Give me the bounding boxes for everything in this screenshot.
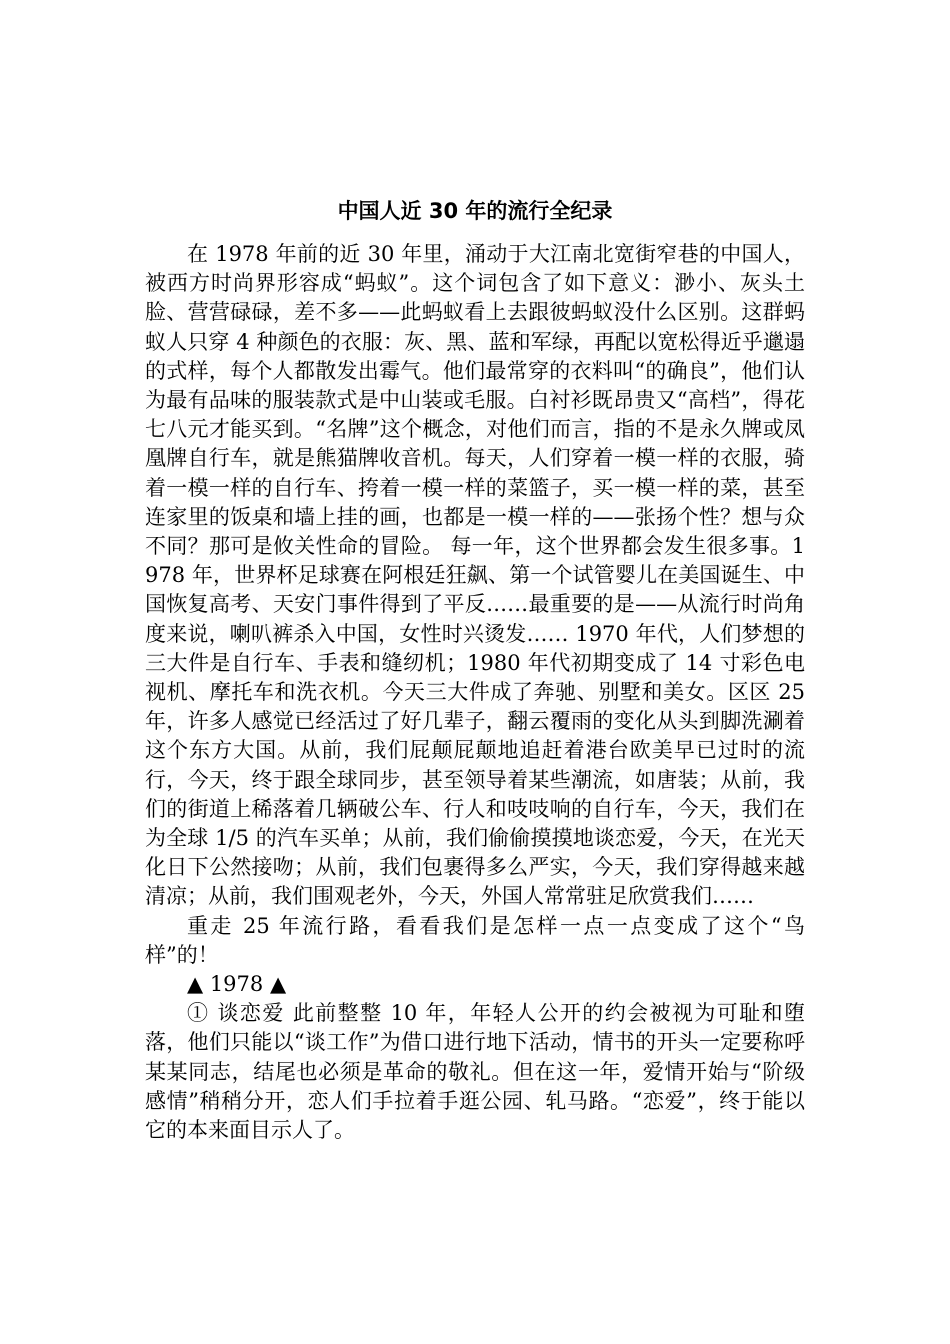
transition-paragraph: 重走 25 年流行路，看看我们是怎样一点一点变成了这个“鸟样”的！: [145, 913, 805, 967]
document-title: 中国人近 30 年的流行全纪录: [337, 199, 613, 223]
intro-paragraph: 在 1978 年前的近 30 年里，涌动于大江南北宽街窄巷的中国人，被西方时尚界形容成“蚂蚁”。这个词包含了如下意义：渺小、灰头土脸、营营碌碌，差不多——此蚂蚁看上去跟彼蚂蚁没什么区别。这群蚂蚁人只穿 4 种颜色的衣服：灰、黑、蓝和军绿，再配以宽松得近乎邋遢的式样，每个人都散发出霉气。他们最常穿的衣料叫“的确良”，他们认为最有品味的服装款式是中山装或毛服。白衬衫既昂贵又“高档”，得花七八元才能买到。“名牌”这个概念，对他们而言，指的不是永久牌或凤凰牌自行车，就是熊猫牌收音机。每天，人们穿着一模一样的衣服，骑着一模一样的自行车、挎着一模一样的菜篮子，买一模一样的菜，甚至连家里的饭桌和墙上挂的画，也都是一模一样的——张扬个性？想与众不同？那可是攸关性命的冒险。 每一年，这个世界都会发生很多事。1978 年，世界杯足球赛在阿根廷狂飙、第一个试管婴儿在美国诞生、中国恢复高考、天安门事件得到了平反……最重要的是——从流行时尚角度来说，喇叭裤杀入中国，女性时兴烫发…… 1970 年代，人们梦想的三大件是自行车、手表和缝纫机；1980 年代初期变成了 14 寸彩色电视机、摩托车和洗衣机。今天三大件成了奔驰、别墅和美女。区区 25 年，许多人感觉已经活过了好几辈子，翻云覆雨的变化从头到脚洗涮着这个东方大国。从前，我们屁颠屁颠地追赶着港台欧美早已过时的流行，今天，终于跟全球同步，甚至领导着某些潮流，如唐装；从前，我们的街道上稀落着几辆破公车、行人和吱吱响的自行车，今天，我们在为全球 1/5 的汽车买单；从前，我们偷偷摸摸地谈恋爱，今天，在光天化日下公然接吻；从前，我们包裹得多么严实，今天，我们穿得越来越清凉；从前，我们围观老外，今天，外国人常常驻足欣赏我们……: [145, 242, 805, 909]
year-marker: ▲ 1978 ▲: [187, 972, 287, 997]
section-paragraph: ① 谈恋爱 此前整整 10 年，年轻人公开的约会被视为可耻和堕落，他们只能以“谈工作”为借口进行地下活动，情书的开头一定要称呼某某同志，结尾也必须是革命的敬礼。但在这一年，爱情开始与“阶级感情”稍稍分开，恋人们手拉着手逛公园、轧马路。“恋爱”，终于能以它的本来面目示人了。: [145, 1001, 805, 1143]
document-body: [145, 196, 805, 1145]
